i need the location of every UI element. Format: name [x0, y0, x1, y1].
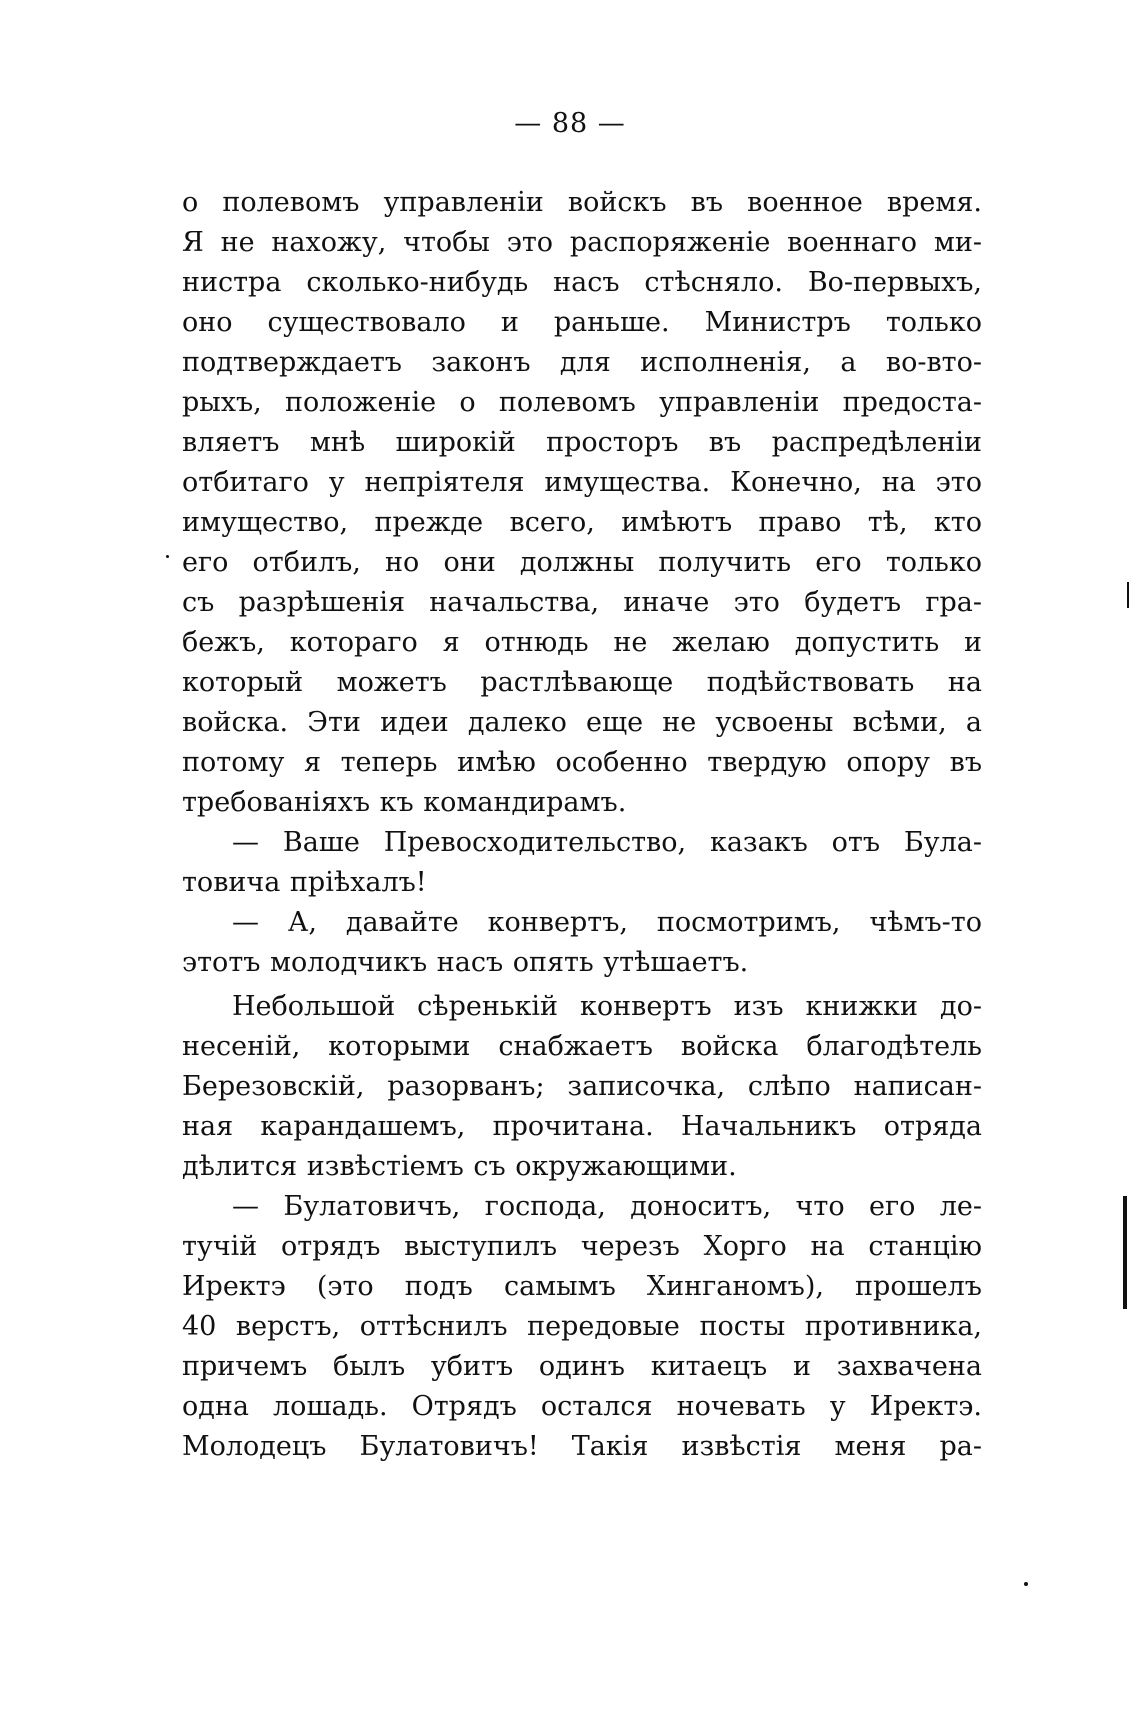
paragraph [182, 1187, 982, 1467]
text-line: 40 верстъ, оттѣснилъ передовые посты противника, [182, 1311, 982, 1342]
text-line: нистра сколько-нибудь насъ стѣсняло. Во-первыхъ, [182, 267, 982, 298]
text-line: Я не нахожу, чтобы это распоряженіе военнаго ми- [182, 227, 982, 258]
text-line: его отбилъ, но они должны получить его только [182, 547, 982, 578]
scan-speck-bottom-right [1024, 1582, 1028, 1586]
text-line: отбитаго у непріятеля имущества. Конечно, на это [182, 467, 982, 498]
text-line: Молодецъ Булатовичъ! Такія извѣстія меня ра- [182, 1431, 982, 1462]
text-line: Иректэ (это подъ самымъ Хинганомъ), прошелъ [182, 1271, 982, 1302]
text-line: потому я теперь имѣю особенно твердую опору въ [182, 747, 982, 778]
body-text [182, 183, 982, 1467]
scan-mark-right-large [1123, 1196, 1127, 1309]
text-line: войска. Эти идеи далеко еще не усвоены всѣми, а [182, 707, 982, 738]
text-line: дѣлится извѣстіемъ съ окружающими. [182, 1151, 737, 1182]
text-line: Небольшой сѣренькій конвертъ изъ книжки до- [232, 991, 982, 1022]
paragraph [182, 903, 982, 983]
page-number: — 88 — [514, 108, 626, 139]
text-line: имущество, прежде всего, имѣютъ право тѣ, кто [182, 507, 982, 538]
text-line: требованіяхъ къ командирамъ. [182, 787, 627, 818]
text-line: ная карандашемъ, прочитана. Начальникъ отряда [182, 1111, 982, 1142]
text-line: съ разрѣшенія начальства, иначе это будетъ гра- [182, 587, 982, 618]
text-line: который можетъ растлѣвающе подѣйствовать на [182, 667, 982, 698]
paragraph [182, 183, 982, 823]
paragraph [182, 987, 982, 1187]
text-line: — Ваше Превосходительство, казакъ отъ Була- [232, 827, 982, 858]
text-line: — Булатовичъ, господа, доноситъ, что его ле- [232, 1191, 982, 1222]
scan-mark-right-small [1127, 582, 1129, 608]
text-line: причемъ былъ убитъ одинъ китаецъ и захвачена [182, 1351, 982, 1382]
paragraph [182, 823, 982, 903]
text-line: рыхъ, положеніе о полевомъ управленіи предоста- [182, 387, 982, 418]
text-line: товича пріѣхалъ! [182, 867, 427, 898]
text-line: несеній, которыми снабжаетъ войска благодѣтель [182, 1031, 982, 1062]
text-line: Березовскій, разорванъ; записочка, слѣпо написан- [182, 1071, 982, 1102]
text-line: этотъ молодчикъ насъ опять утѣшаетъ. [182, 947, 749, 978]
text-line: о полевомъ управленіи войскъ въ военное время. [182, 187, 982, 218]
text-line: бежъ, котораго я отнюдь не желаю допустить и [182, 627, 982, 658]
text-line: подтверждаетъ законъ для исполненія, а во-вто- [182, 347, 982, 378]
text-line: одна лошадь. Отрядъ остался ночевать у Иректэ. [182, 1391, 982, 1422]
text-line: оно существовало и раньше. Министръ только [182, 307, 982, 338]
text-line: — А, давайте конвертъ, посмотримъ, чѣмъ-то [232, 907, 982, 938]
scan-speck-left [166, 555, 169, 558]
text-line: тучій отрядъ выступилъ черезъ Хорго на станцію [182, 1231, 982, 1262]
text-line: вляетъ мнѣ широкій просторъ въ распредѣленіи [182, 427, 982, 458]
